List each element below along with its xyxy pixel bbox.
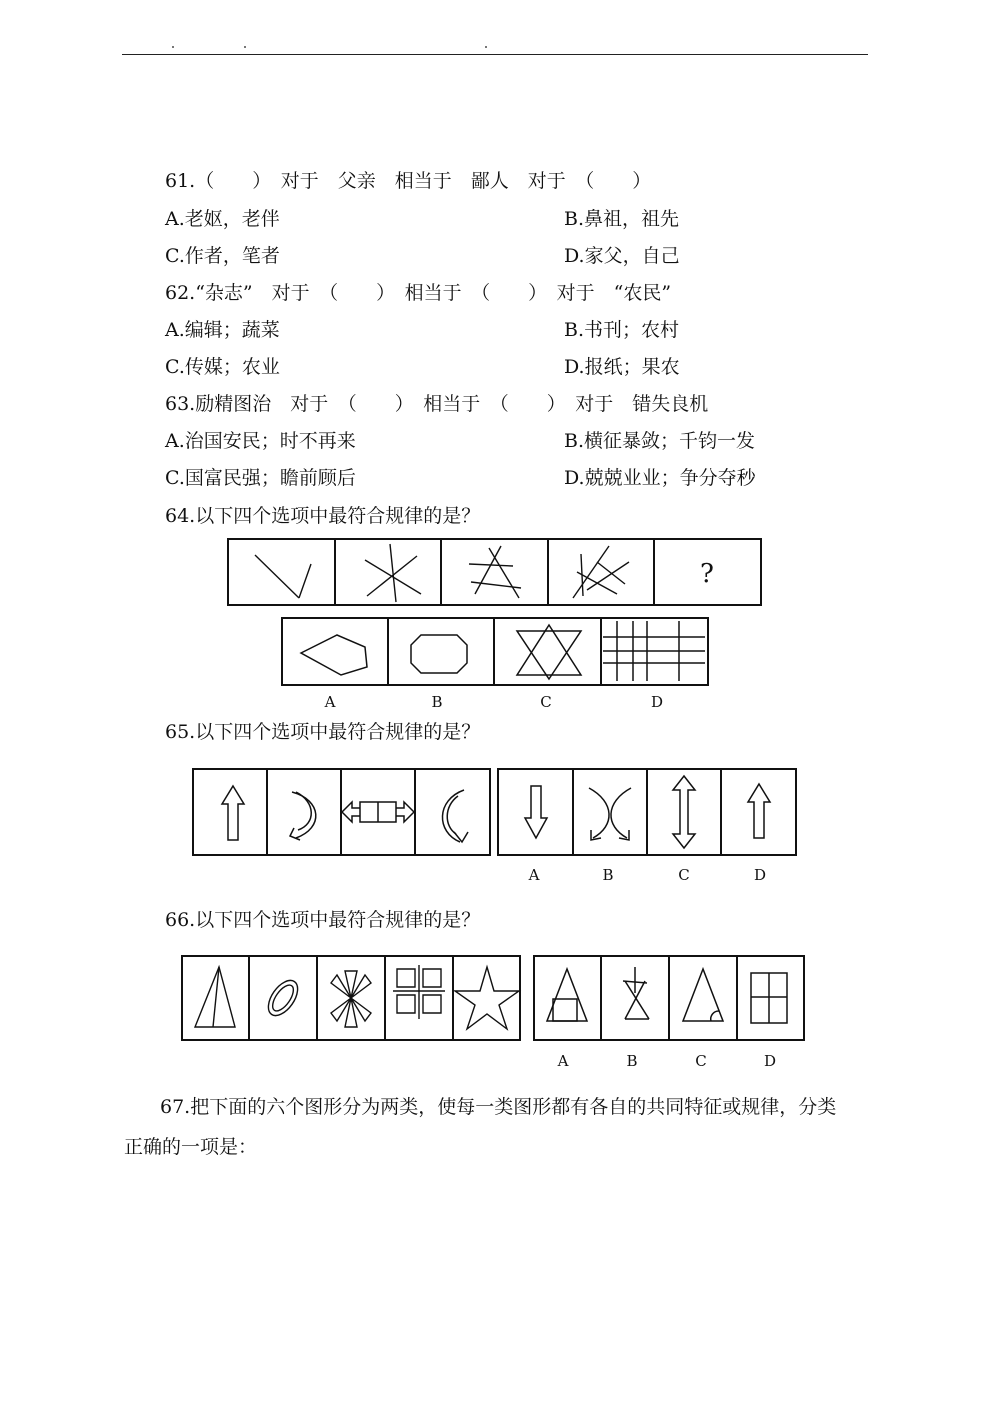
up-arrow-option-d[interactable] bbox=[748, 784, 770, 838]
header-mark bbox=[485, 46, 487, 48]
ellipse-figure bbox=[263, 975, 304, 1020]
two-line-figure bbox=[255, 555, 311, 598]
q61-option-a[interactable]: A.老妪，老伴 bbox=[165, 208, 280, 230]
q63-option-b[interactable]: B.横征暴敛；千钧一发 bbox=[564, 430, 756, 452]
q61-option-d[interactable]: D.家父，自己 bbox=[564, 245, 680, 267]
curved-arrow-figure bbox=[290, 792, 316, 840]
double-vertical-arrow-option-c[interactable] bbox=[673, 776, 695, 848]
q65-label-c: C bbox=[678, 866, 690, 884]
double-arrow-box-figure bbox=[342, 802, 414, 822]
q64-options-figure bbox=[281, 617, 710, 688]
q61-stem: 61.（ ） 对于 父亲 相当于 鄙人 对于 （ ） bbox=[165, 170, 652, 192]
q65-stem: 65.以下四个选项中最符合规律的是？ bbox=[165, 721, 481, 743]
three-line-figure bbox=[365, 544, 421, 602]
q64-label-d: D bbox=[650, 693, 664, 711]
q65-label-d: D bbox=[753, 866, 767, 884]
triangle-figure bbox=[195, 967, 235, 1027]
q64-stem: 64.以下四个选项中最符合规律的是？ bbox=[165, 505, 481, 527]
hourglass-option-b[interactable] bbox=[623, 967, 649, 1019]
q66-label-b: B bbox=[626, 1052, 638, 1070]
q65-options-figure bbox=[497, 768, 798, 857]
q63-option-a[interactable]: A.治国安民；时不再来 bbox=[165, 430, 356, 452]
q62-option-b[interactable]: B.书刊；农村 bbox=[564, 319, 680, 341]
q61-option-c[interactable]: C.作者，笔者 bbox=[165, 245, 280, 267]
triangle-with-arc-option-c[interactable] bbox=[683, 969, 723, 1021]
q64-label-a: A bbox=[324, 693, 336, 711]
triangle-with-square-option-a[interactable] bbox=[547, 969, 587, 1021]
star-option-c[interactable] bbox=[517, 625, 581, 679]
q62-option-c[interactable]: C.传媒；农业 bbox=[165, 356, 280, 378]
pentagon-option-a[interactable] bbox=[301, 635, 367, 675]
four-line-figure bbox=[469, 546, 521, 598]
curved-arrow-figure-mirrored bbox=[442, 790, 468, 842]
q66-label-d: D bbox=[763, 1052, 777, 1070]
q61-option-b[interactable]: B.鼻祖，祖先 bbox=[564, 208, 680, 230]
octagon-option-b[interactable] bbox=[411, 635, 467, 673]
q63-option-d[interactable]: D.兢兢业业；争分夺秒 bbox=[564, 467, 756, 489]
down-arrow-option-a[interactable] bbox=[525, 786, 547, 838]
q64-label-c: C bbox=[540, 693, 552, 711]
header-mark bbox=[244, 46, 246, 48]
q65-label-a: A bbox=[528, 866, 540, 884]
header-rule bbox=[122, 54, 868, 55]
up-arrow-figure bbox=[222, 786, 244, 840]
q67-stem-line2: 正确的一项是： bbox=[124, 1136, 258, 1158]
q63-option-c[interactable]: C.国富民强；瞻前顾后 bbox=[165, 467, 356, 489]
header-mark bbox=[172, 46, 174, 48]
q66-stem: 66.以下四个选项中最符合规律的是？ bbox=[165, 909, 481, 931]
q66-options-figure bbox=[533, 955, 806, 1043]
q65-sequence-figure bbox=[192, 768, 492, 857]
q66-label-a: A bbox=[557, 1052, 569, 1070]
q64-sequence-figure bbox=[227, 538, 763, 607]
grid-option-d[interactable] bbox=[603, 621, 705, 681]
q62-option-d[interactable]: D.报纸；果农 bbox=[564, 356, 680, 378]
window-square-option-d[interactable] bbox=[751, 973, 787, 1023]
q62-stem: 62.“杂志” 对于 （ ） 相当于 （ ） 对于 “农民” bbox=[165, 282, 672, 304]
q66-label-c: C bbox=[695, 1052, 707, 1070]
question-mark: ? bbox=[700, 559, 714, 589]
q67-stem-line1: 67.把下面的六个图形分为两类，使每一类图形都有各自的共同特征或规律，分类 bbox=[160, 1096, 837, 1118]
asterisk-figure bbox=[331, 971, 371, 1027]
five-line-figure bbox=[573, 546, 629, 598]
q65-label-b: B bbox=[602, 866, 614, 884]
star-figure bbox=[455, 967, 519, 1029]
mirrored-curved-arrows-option-b[interactable] bbox=[589, 788, 631, 840]
q63-stem: 63.励精图治 对于 （ ） 相当于 （ ） 对于 错失良机 bbox=[165, 393, 709, 415]
q64-label-b: B bbox=[431, 693, 443, 711]
q62-option-a[interactable]: A.编辑；蔬菜 bbox=[165, 319, 280, 341]
cross-squares-figure bbox=[393, 965, 445, 1019]
q66-sequence-figure bbox=[181, 955, 522, 1043]
